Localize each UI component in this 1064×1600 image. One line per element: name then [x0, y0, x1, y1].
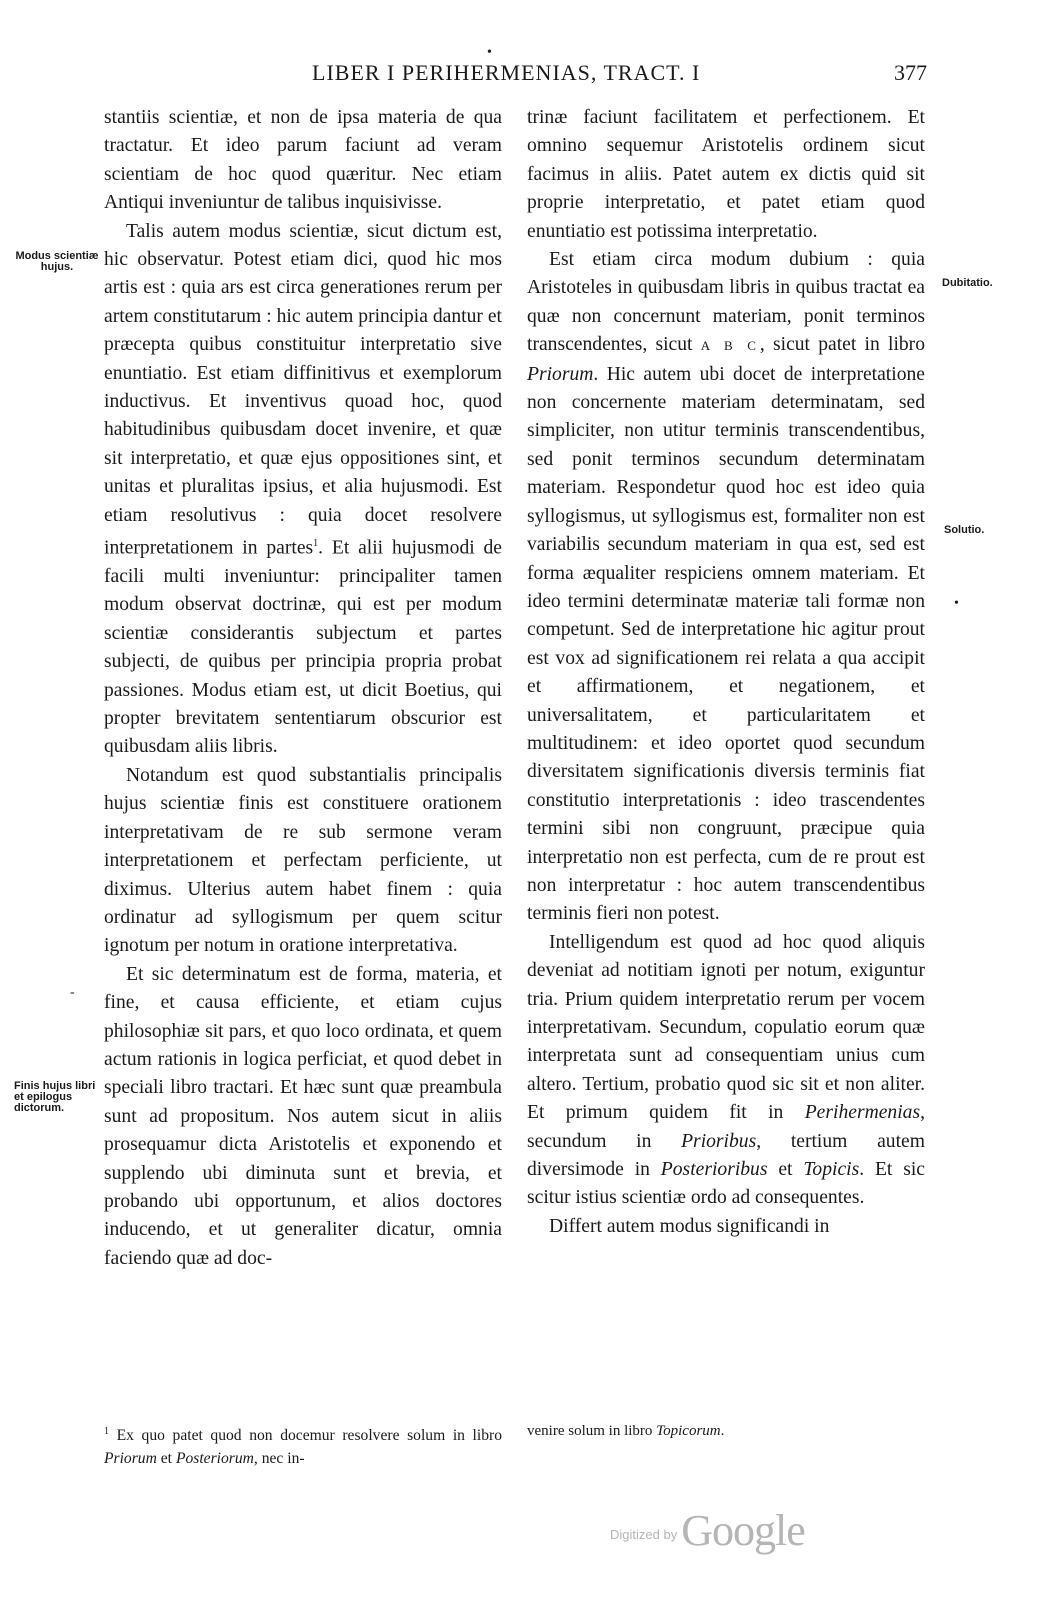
book-title: Posterioribus — [660, 1159, 768, 1181]
term-letters: A B C — [700, 338, 760, 354]
stray-mark: • — [954, 596, 959, 611]
paragraph-text: , tertium autem diversimode in — [527, 1130, 925, 1181]
paragraph — [527, 929, 925, 1213]
paragraph-text: . Et sic scitur istius scientiæ ordo ad consequentes. — [527, 1159, 925, 1209]
paragraph: Et sic determinatum est de forma, materia, et fine, et causa efficiente, et etiam cujus philosophiæ sit pars, et quo loco ordinata, et quem actum rationis in logica perficiat, et quod debet in speciali libro tractari. Et hæc sunt quæ preambula sunt ad propositum. Nos autem sicut in aliis prosequamur dicta Aristotelis et exponendo et supplendo ubi diminuta sunt et brevia, et probando ubi opportunum, et alios doctores inducendo, et ut generaliter dicatur, omnia faciendo quæ ad doc- — [104, 963, 502, 1269]
paragraph — [104, 218, 502, 762]
google-logo-text: Google — [681, 1506, 805, 1555]
paragraph-text: , sicut patet in libro — [759, 334, 926, 356]
book-title: Posteriorum — [175, 1450, 254, 1468]
page-header — [0, 60, 1064, 90]
paragraph: Notandum est quod substantialis principalis hujus scientiæ finis est constituere orationem interpretativam de re sub sermone veram interpretationem et perfectam perficiente, ut diximus. Ulterius autem habet finem : quia ordinatur ad syllogismum per quem scitur ignotum per notum in oratione interpretativa. — [104, 764, 502, 957]
left-column — [104, 104, 502, 1273]
margin-note-finis: Finis hujus libri et epilogus dictorum. — [14, 1080, 96, 1114]
paragraph-text: Est etiam circa modum dubium : quia Aristoteles in quibusdam libris in quibus tractat ea quæ non concernunt materiam, ponit terminos transcendentes, sicut — [527, 249, 925, 356]
paragraph-text: , secundum in — [527, 1102, 925, 1152]
book-title: Prioribus — [681, 1130, 757, 1152]
footnote-left — [104, 1420, 502, 1470]
book-title: Perihermenias — [804, 1102, 921, 1124]
footnote-reference: 1 — [313, 538, 319, 550]
footnote-text: Ex quo patet quod non docemur resolvere solum in libro — [116, 1427, 502, 1445]
paragraph: stantiis scientiæ, et non de ipsa materia de qua tractatur. Et ideo parum faciunt ad veram scientiam de hoc quod quæritur. Nec etiam Antiqui inveniuntur de talibus inquisivisse. — [104, 107, 502, 214]
page-number: 377 — [894, 60, 927, 85]
paragraph — [527, 246, 925, 929]
book-title: Topicorum — [656, 1423, 721, 1439]
paragraph-text: et — [778, 1159, 793, 1181]
book-title: Priorum — [104, 1450, 157, 1468]
footnote-text: . — [720, 1423, 725, 1439]
book-title: Priorum — [527, 363, 594, 385]
right-column — [527, 104, 925, 1241]
paragraph-text: . Hic autem ubi docet de interpretatione non concernente materiam determinatam, sed simpliciter, non utitur terminis transcendentibus, sed ponit terminos secundum determinatam materiam. Respondetur quod hoc est ideo quia syllogismus, ut syllogismus est, formaliter non est variabilis secundum materiam in qua est, sed est forma æqualiter respiciens omnem materiam. Et ideo termini determinatæ materiæ tali formæ non competunt. Sed de interpretatione hic agitur prout est vox ad significationem rei relata a qua accipit et affirmationem, et negationem, et universalitatem, et particularitatem et multitudinem: et ideo oportet quod secundum diversitatem significationis diversis terminis fiat constitutio interpretationis : ideo trascendentes termini sibi non congruunt, præcipue quia interpretatio non est perfecta, cum de re prout est non interpretatur : hoc autem transcendentibus terminis fieri non potest. — [527, 363, 925, 925]
paragraph: trinæ faciunt facilitatem et perfectionem. Et omnino sequemur Aristotelis ordinem sicut facimus in aliis. Patet autem ex dictis quid sit proprie interpretatio, et patet etiam quod enuntiatio est potissima interpretatio. — [527, 107, 925, 242]
margin-note-dubitatio: Dubitatio. — [942, 277, 993, 289]
running-title: LIBER I PERIHERMENIAS, TRACT. I — [312, 60, 701, 85]
paragraph-text: . Et alii hujusmodi de facili multi inveniuntur: principaliter tamen modum observat doctrinæ, qui est per modum scientiæ considerantis subjectum et partes subjecti, de quibus per principia propria probat passiones. Modus etiam est, ut dicit Boetius, qui propter brevitatem sententiarum obscurior est quibusdam aliis libris. — [104, 537, 502, 758]
digitized-watermark — [610, 1505, 805, 1556]
footnote-mark: 1 — [104, 1426, 109, 1437]
watermark-small-text: Digitized by — [610, 1527, 678, 1542]
footnote-right — [527, 1420, 925, 1443]
margin-note-modus: Modus scientiæ hujus. — [15, 250, 99, 273]
stray-mark: - — [70, 985, 75, 1000]
paragraph-text: Talis autem modus scientiæ, sicut dictum est, hic observatur. Potest etiam dici, quod hic mos artis est : quia ars est circa generationes rerum per artem constitutarum : hic autem principia dantur et præcepta quibus constituitur interpretatio sive enuntiatio. Est etiam diffinitivus et exemplorum inductivus. Et inventivus quoad hoc, quod habitudinibus quibusdam docet invenire, et quæ sit interpretatio, et quæ ejus oppositiones sint, et unitas et pluralitas ipsius, et alia hujusmodi. Est etiam resolutivus : quia docet resolvere interpretationem in partes — [104, 220, 502, 559]
footnote-text: venire solum in libro — [527, 1423, 653, 1439]
footnote-text: , nec in- — [253, 1450, 305, 1468]
margin-note-solutio: Solutio. — [944, 524, 985, 536]
paragraph: Differt autem modus significandi in — [549, 1215, 830, 1237]
paragraph-text: Intelligendum est quod ad hoc quod aliquis deveniat ad notitiam ignoti per notum, exiguntur tria. Prium quidem interpretatio rerum per vocem interpretativam. Secundum, copulatio eorum quæ interpretata sunt ad consequentiam unius cum altero. Tertium, probatio quod sic sit et non aliter. Et primum quidem fit in — [527, 931, 925, 1124]
top-dot-mark: • — [487, 45, 492, 60]
footnote-text: et — [160, 1450, 173, 1468]
book-title: Topicis — [803, 1159, 860, 1181]
